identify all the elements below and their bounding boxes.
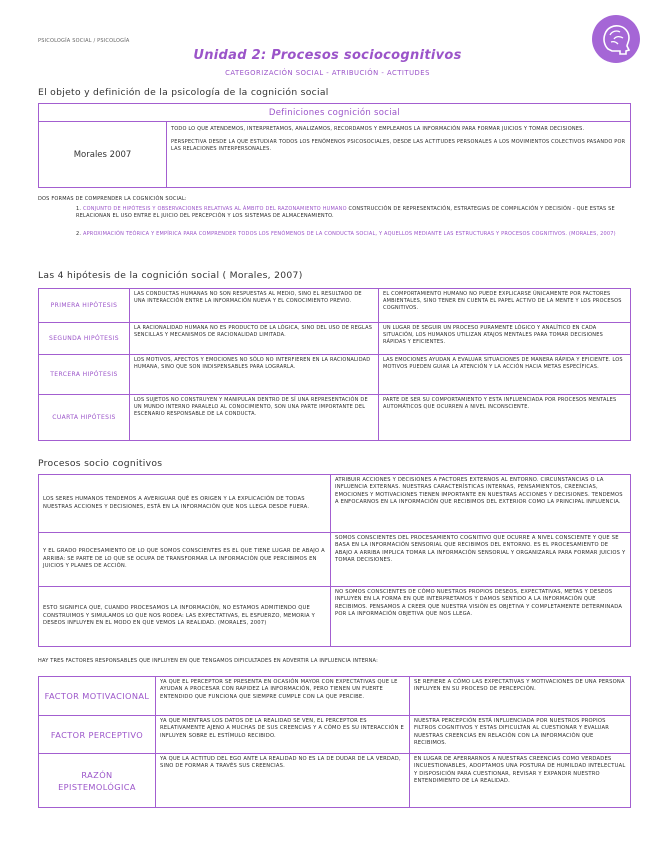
form-2-highlight: APROXIMACIÓN TEÓRICA Y EMPÍRICA PARA COMPRENDER TODOS LOS FENÓMENOS DE LA CONDUCTA SOCIAL, (82, 231, 378, 237)
hypothesis-label: TERCERA HIPÓTESIS (39, 355, 130, 395)
process-left: LOS SERES HUMANOS TENDEMOS A AVERIGUAR QUÉ ES ORIGEN Y LA EXPLICACIÓN DE TODAS NUESTRAS ACCIONES Y DECISIONES, ESTÁ EN LA INFORMACIÓN QUE NOS LLEGA DESDE FUERA. (39, 475, 331, 533)
processes-table (38, 474, 631, 647)
hypothesis-left: LOS SUJETOS NO CONSTRUYEN Y MANIPULAN DENTRO DE SÍ UNA REPRESENTACIÓN DE UN MUNDO INTERNO PARALELO AL CONOCIMIENTO, SON UNA PARTE IMPORTANTE DEL ESCENARIO RESPONSABLE DE LA CONDUCTA. (130, 395, 379, 441)
process-left: Y EL GRADO PROCESAMIENTO DE LO QUE SOMOS CONSCIENTES ES EL QUE TIENE LUGAR DE ABAJO A ARRIBA: SE PARTE DE LO QUE SE OCUPA DE TRANSFORMAR LA INFORMACIÓN QUE PERCIBIMOS EN JUICIOS Y PLANES DE ACCIÓN. (39, 533, 331, 587)
factor-row (39, 754, 631, 808)
section1-heading: El objeto y definición de la psicología de la cognición social (38, 87, 329, 98)
factor-label: FACTOR MOTIVACIONAL (39, 677, 156, 716)
forms-intro: DOS FORMAS DE COMPRENDER LA COGNICIÓN SOCIAL: (38, 196, 187, 202)
hypothesis-row (39, 323, 631, 355)
hypotheses-table (38, 288, 631, 441)
factor-row (39, 716, 631, 754)
process-right: ATRIBUIR ACCIONES Y DECISIONES A FACTORES EXTERNOS AL ENTORNO. CIRCUNSTANCIAS O LA INFLUENCIA EXTERNAS. NUESTRAS CARACTERÍSTICAS INTERNAS, PENSAMIENTOS, CREENCIAS, EMOCIONES Y MOTIVACIONES TIENEN IMPORTANTE EN NUESTRAS ACCIONES Y DECISIONES. TENDEMOS A ENFOCARNOS EN LA INFORMACIÓN QUE RECIBIMOS DEL EXTERIOR COMO LA PRINCIPAL INFLUENCIA. (331, 475, 631, 533)
section3-heading: Procesos socio cognitivos (38, 458, 163, 469)
factor-right: EN LUGAR DE AFERRARNOS A NUESTRAS CREENCIAS COMO VERDADES INCUESTIONABLES, ADOPTAMOS UNA POSTURA DE HUMILDAD INTELECTUAL Y DISPOSICIÓN PARA CUESTIONAR, REVISAR Y EXPANDIR NUESTRO ENTENDIMIENTO DE LA REALIDAD. (410, 754, 631, 808)
hypothesis-label: PRIMERA HIPÓTESIS (39, 289, 130, 323)
definitions-table (38, 103, 631, 188)
hypothesis-label: SEGUNDA HIPÓTESIS (39, 323, 130, 355)
definitions-cell (167, 122, 631, 188)
unit-subtitle: CATEGORIZACIÓN SOCIAL - ATRIBUCIÓN - ACTITUDES (225, 69, 430, 77)
course-label: PSICOLOGÍA SOCIAL / PSICOLOGÍA (38, 38, 130, 44)
section2-heading: Las 4 hipótesis de la cognición social ( Morales, 2007) (38, 270, 303, 281)
form-2-rest: Y AQUELLOS MEDIANTE LAS ESTRUCTURAS Y PROCESOS COGNITIVOS. (MORALES, 2007) (377, 231, 616, 237)
factor-mid: YA QUE LA ACTITUD DEL EGO ANTE LA REALIDAD NO ES LA DE DUDAR DE LA VERDAD, SINO DE FORMAR A TRAVÉS SUS CREENCIAS. (156, 754, 410, 808)
definition-2: PERSPECTIVA DESDE LA QUE ESTUDIAR TODOS LOS FENÓMENOS PSICOSOCIALES, DESDE LAS ACTITUDES PERSONALES A LOS MOVIMIENTOS COLECTIVOS PASANDO POR LAS RELACIONES INTERPERSONALES. (171, 139, 626, 153)
process-left: ESTO SIGNIFICA QUE, CUANDO PROCESAMOS LA INFORMACIÓN, NO ESTAMOS ADMITIENDO QUE CONSTRUIMOS Y SIMULAMOS LO QUE NOS RODEA: LAS EXPECTATIVAS, EL ESFUERZO, MEMORIA Y DESEOS INFLUYEN EN EL MODO EN QUE VEMOS LA REALIDAD. (MORALES, 2007) (39, 587, 331, 647)
author-cell: Morales 2007 (39, 122, 167, 188)
form-1-num: 1. (76, 206, 82, 212)
factor-row (39, 677, 631, 716)
hypothesis-right: EL COMPORTAMIENTO HUMANO NO PUEDE EXPLICARSE ÚNICAMENTE POR FACTORES AMBIENTALES, SINO TENER EN CUENTA EL PAPEL ACTIVO DE LA MENTE Y LOS PROCESOS COGNITIVOS. (379, 289, 631, 323)
definition-1: TODO LO QUE ATENDEMOS, INTERPRETAMOS, ANALIZAMOS, RECORDAMOS Y EMPLEAMOS LA INFORMACIÓN PARA FORMAR JUICIOS Y TOMAR DECISIONES. (171, 126, 585, 132)
process-row (39, 533, 631, 587)
form-2-num: 2. (76, 231, 82, 237)
process-row (39, 587, 631, 647)
factors-intro: HAY TRES FACTORES RESPONSABLES QUE INFLUYEN EN QUE TENGAMOS DIFICULTADES EN ADVERTIR LA INFLUENCIA INTERNA: (38, 658, 378, 664)
form-1-rest: CONSTRUCCIÓN DE REPRESENTACIÓN, ESTRATEGIAS DE COMPILACIÓN Y DECISIÓN - QUE ESTAS SE RELACIONAN EL USO ENTRE EL JUICIO DEL PERCEPCIÓN Y LOS SISTEMAS DE ALMACENAMIENTO. (76, 206, 615, 220)
process-right: SOMOS CONSCIENTES DEL PROCESAMIENTO COGNITIVO QUE OCURRE A NIVEL CONSCIENTE Y QUE SE BASA EN LA INFORMACIÓN SENSORIAL QUE RECIBIMOS DEL ENTORNO. ES EL PROCESAMIENTO DE ABAJO A ARRIBA IMPLICA TOMAR LA INFORMACIÓN SENSORIAL Y ORGANIZARLA PARA FORMAR JUICIOS Y TOMAR DECISIONES. (331, 533, 631, 587)
hypothesis-left: LA RACIONALIDAD HUMANA NO ES PRODUCTO DE LA LÓGICA, SINO DEL USO DE REGLAS SENCILLAS Y MECANISMOS DE RACIONALIDAD LIMITADA. (130, 323, 379, 355)
form-1-highlight: CONJUNTO DE HIPÓTESIS Y OBSERVACIONES RELATIVAS AL ÁMBITO DEL RAZONAMIENTO HUMANO (82, 206, 347, 212)
hypothesis-right: UN LUGAR DE SEGUIR UN PROCESO PURAMENTE LÓGICO Y ANALÍTICO EN CADA SITUACIÓN, LOS HUMANOS UTILIZAN ATAJOS MENTALES PARA TOMAR DECISIONES RÁPIDAS Y EFICIENTES. (379, 323, 631, 355)
hypothesis-row (39, 289, 631, 323)
hypothesis-label: CUARTA HIPÓTESIS (39, 395, 130, 441)
factor-right: NUESTRA PERCEPCIÓN ESTÁ INFLUENCIADA POR NUESTROS PROPIOS FILTROS COGNITIVOS Y ESTAS DIFICULTAN AL CUESTIONAR Y EVALUAR NUESTRAS CREENCIAS EN RELACIÓN CON LA INFORMACIÓN QUE RECIBIMOS. (410, 716, 631, 754)
hypothesis-row (39, 395, 631, 441)
definitions-header: Definiciones cognición social (39, 104, 631, 122)
factor-right: SE REFIERE A CÓMO LAS EXPECTATIVAS Y MOTIVACIONES DE UNA PERSONA INFLUYEN EN SU PROCESO DE PERCEPCIÓN. (410, 677, 631, 716)
form-1 (76, 206, 616, 220)
factor-mid: YA QUE MIENTRAS LOS DATOS DE LA REALIDAD SE VEN, EL PERCEPTOR ES RELATIVAMENTE AJENO A MUCHAS DE SUS CREENCIAS Y A CÓMO ES SU INTERACCIÓN E INFLUYEN SOBRE EL ESTÍMULO RECIBIDO. (156, 716, 410, 754)
process-row (39, 475, 631, 533)
hypothesis-left: LAS CONDUCTAS HUMANAS NO SON RESPUESTAS AL MEDIO, SINO EL RESULTADO DE UNA INTERACCIÓN ENTRE LA INFORMACIÓN NUEVA Y EL CONOCIMIENTO PREVIO. (130, 289, 379, 323)
process-right: NO SOMOS CONSCIENTES DE CÓMO NUESTROS PROPIOS DESEOS, EXPECTATIVAS, METAS Y DESEOS INFLUYEN EN LA FORMA EN QUE INTERPRETAMOS Y DAMOS SENTIDO A LA INFORMACIÓN QUE RECIBIMOS. PENSAMOS A CREER QUE NUESTRA VISIÓN ES OBJETIVA Y COMPLETAMENTE DETERMINADA POR LA INFORMACIÓN OBJETIVA QUE NOS LLEGA. (331, 587, 631, 647)
factors-table (38, 676, 631, 808)
form-2 (76, 231, 616, 238)
unit-title: Unidad 2: Procesos sociocognitivos (193, 48, 462, 63)
factor-mid: YA QUE EL PERCEPTOR SE PRESENTA EN OCASIÓN MAYOR CON EXPECTATIVAS QUE LE AYUDAN A PROCESAR CON RAPIDEZ LA INFORMACIÓN, PERO TIENEN UN FUERTE ENTENDIDO QUE FUNCIONA QUE SIEMPRE CUMPLE CON LA QUE PERCIBE. (156, 677, 410, 716)
factor-label: FACTOR PERCEPTIVO (39, 716, 156, 754)
hypothesis-row (39, 355, 631, 395)
hypothesis-right: PARTE DE SER SU COMPORTAMIENTO Y ESTA INFLUENCIADA POR PROCESOS MENTALES AUTOMÁTICOS QUE OCURREN A NIVEL INCONSCIENTE. (379, 395, 631, 441)
hypothesis-left: LOS MOTIVOS, AFECTOS Y EMOCIONES NO SÓLO NO INTERFIEREN EN LA RACIONALIDAD HUMANA, SINO QUE SON INDISPENSABLES PARA LOGRARLA. (130, 355, 379, 395)
factor-label: RAZÓN EPISTEMOLÓGICA (39, 754, 156, 808)
brain-head-icon (592, 15, 640, 63)
hypothesis-right: LAS EMOCIONES AYUDAN A EVALUAR SITUACIONES DE MANERA RÁPIDA Y EFICIENTE. LOS MOTIVOS PUEDEN GUIAR LA ATENCIÓN Y LA ACCIÓN HACIA METAS ESPECÍFICAS. (379, 355, 631, 395)
